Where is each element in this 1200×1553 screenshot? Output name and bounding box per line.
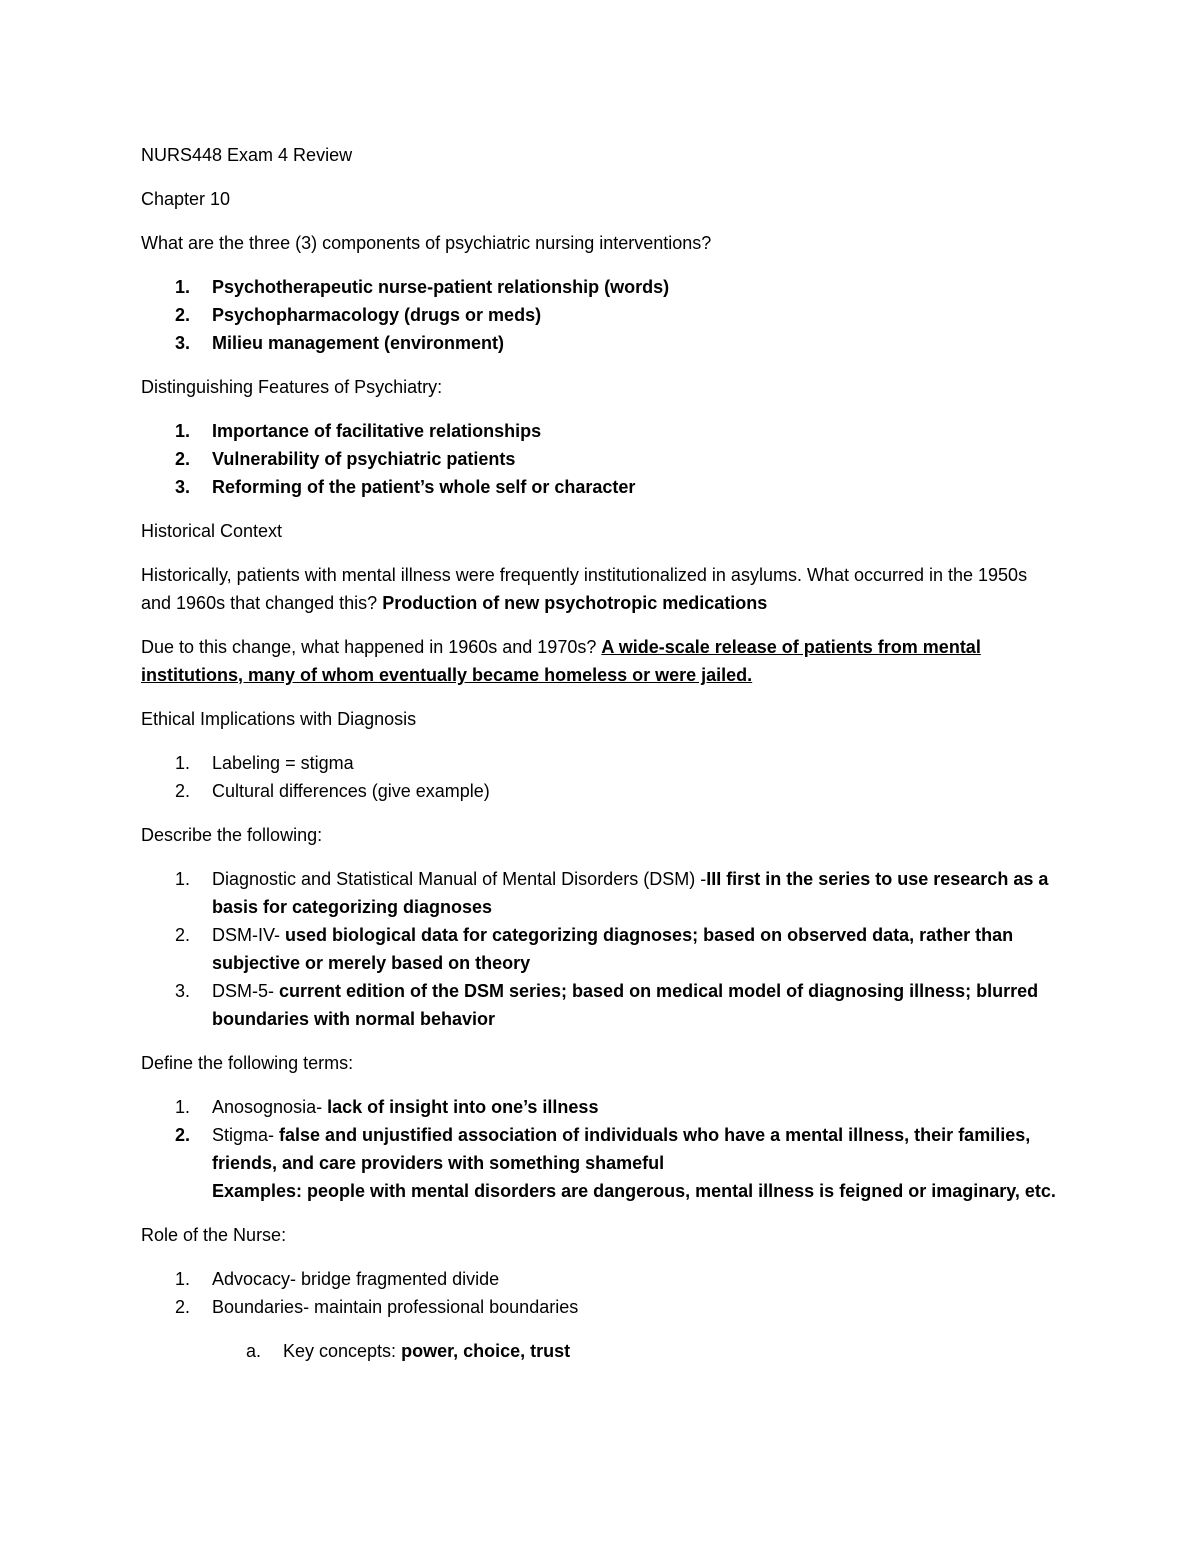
stigma-examples: Examples: people with mental disorders are dangerous, mental illness is feigned or imaginary, etc. (212, 1181, 1056, 1201)
list-item: 1. Psychotherapeutic nurse-patient relationship (words) (175, 277, 670, 297)
historical-heading: Historical Context (141, 521, 283, 541)
role-list (141, 1265, 1060, 1321)
list-item: 3. DSM-5- current edition of the DSM series; based on medical model of diagnosing illness; blurred boundaries with normal behavior (175, 981, 1039, 1029)
list-item: 2. Stigma- false and unjustified association of individuals who have a mental illness, their families, friends, and care providers with something shameful Examples: people with mental disorders are dangerous, mental illness is feigned or imaginary, etc. (175, 1125, 1056, 1201)
define-list (141, 1093, 1060, 1205)
features-list (141, 417, 1060, 501)
list-item: a. Key concepts: power, choice, trust (246, 1341, 571, 1361)
list-item: 1. Importance of facilitative relationships (175, 421, 542, 441)
components-list (141, 273, 1060, 357)
change-question: Due to this change, what happened in 1960s and 1970s? A wide-scale release of patients from mental institutions, many of whom eventually became homeless or were jailed. (141, 637, 981, 685)
historical-answer: Production of new psychotropic medications (382, 593, 768, 613)
ethical-list (141, 749, 1060, 805)
list-item: 2. Cultural differences (give example) (175, 781, 490, 801)
chapter-heading: Chapter 10 (141, 189, 231, 209)
list-item: 1. Labeling = stigma (175, 753, 354, 773)
list-item: 1. Diagnostic and Statistical Manual of Mental Disorders (DSM) -III first in the series to use research as a basis for categorizing diagnoses (175, 869, 1049, 917)
define-heading: Define the following terms: (141, 1053, 354, 1073)
list-item: 2. DSM-IV- used biological data for categorizing diagnoses; based on observed data, rather than subjective or merely based on theory (175, 925, 1014, 973)
list-item: 1. Anosognosia- lack of insight into one’s illness (175, 1097, 599, 1117)
describe-list (141, 865, 1060, 1033)
list-item: 1. Advocacy- bridge fragmented divide (175, 1269, 500, 1289)
list-item: 3. Milieu management (environment) (175, 333, 505, 353)
list-item: 2. Boundaries- maintain professional boundaries (175, 1297, 579, 1317)
components-question: What are the three (3) components of psychiatric nursing interventions? (141, 233, 712, 253)
list-item: 2. Vulnerability of psychiatric patients (175, 449, 516, 469)
document-title: NURS448 Exam 4 Review (141, 145, 353, 165)
change-answer: A wide-scale release of patients from mental institutions, many of whom eventually became homeless or were jailed. (141, 637, 981, 685)
list-item: 3. Reforming of the patient’s whole self or character (175, 477, 636, 497)
features-heading: Distinguishing Features of Psychiatry: (141, 377, 443, 397)
role-heading: Role of the Nurse: (141, 1225, 287, 1245)
historical-question: Historically, patients with mental illness were frequently institutionalized in asylums. What occurred in the 1950s and 1960s that changed this? Production of new psychotropic medications (141, 565, 1028, 613)
list-item: 2. Psychopharmacology (drugs or meds) (175, 305, 542, 325)
key-concepts-list (141, 1337, 1060, 1365)
describe-heading: Describe the following: (141, 825, 323, 845)
ethical-heading: Ethical Implications with Diagnosis (141, 709, 417, 729)
